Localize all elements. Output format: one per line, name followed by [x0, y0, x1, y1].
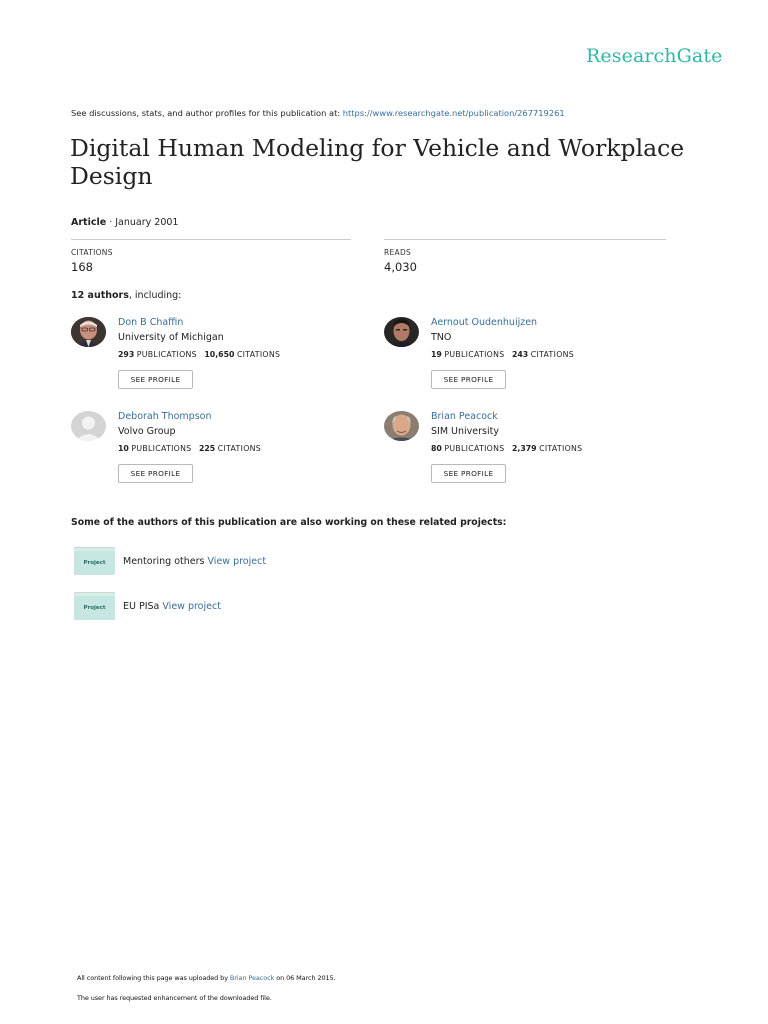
author-avatar[interactable] — [71, 317, 106, 347]
publications-label: PUBLICATIONS — [136, 350, 197, 359]
citations-value: 168 — [71, 260, 93, 274]
author-name-link[interactable]: Aernout Oudenhuijzen — [431, 317, 538, 328]
citations-count: 2,379 — [511, 444, 537, 453]
author-stats — [431, 444, 582, 453]
article-date: · January 2001 — [109, 217, 179, 228]
project-text — [123, 556, 266, 567]
project-name: Mentoring others — [123, 556, 205, 567]
reads-value: 4,030 — [384, 260, 417, 274]
citations-count: 243 — [511, 350, 529, 359]
author-institution: Volvo Group — [118, 426, 176, 437]
article-meta — [71, 217, 178, 228]
author-institution: TNO — [431, 332, 452, 343]
project-name: EU PISa — [123, 601, 160, 612]
project-folder-label: Project — [83, 560, 106, 566]
related-projects-heading: Some of the authors of this publication are also working on these related projects: — [71, 517, 507, 528]
publications-label: PUBLICATIONS — [131, 444, 192, 453]
view-project-link[interactable]: View project — [162, 601, 221, 612]
citations-label: CITATIONS — [236, 350, 281, 359]
project-item — [74, 547, 474, 577]
author-card — [71, 411, 371, 501]
upload-prefix: All content following this page was uploaded by — [77, 974, 228, 982]
citations-label: CITATIONS — [217, 444, 262, 453]
divider-right — [384, 239, 666, 240]
project-item — [74, 592, 474, 622]
see-discussions-text: See discussions, stats, and author profiles for this publication at: — [71, 108, 341, 118]
author-stats — [118, 444, 261, 453]
see-profile-button[interactable]: SEE PROFILE — [431, 370, 506, 389]
upload-suffix: on 06 March 2015. — [276, 974, 336, 982]
see-profile-button[interactable]: SEE PROFILE — [118, 464, 193, 483]
author-institution: SIM University — [431, 426, 499, 437]
project-folder-label: Project — [83, 605, 106, 611]
authors-suffix: , including: — [128, 290, 182, 301]
project-text — [123, 601, 221, 612]
author-avatar[interactable] — [71, 411, 106, 441]
citations-label: CITATIONS — [71, 248, 113, 257]
author-avatar[interactable] — [384, 317, 419, 347]
researchgate-logo[interactable]: ResearchGate — [586, 45, 723, 67]
avatar-placeholder-icon — [71, 411, 106, 441]
avatar-photo-icon — [71, 317, 106, 347]
publications-count: 10 — [118, 444, 129, 453]
see-discussions-line — [71, 108, 565, 118]
author-avatar[interactable] — [384, 411, 419, 441]
author-stats — [118, 350, 280, 359]
publication-title: Digital Human Modeling for Vehicle and Workplace Design — [70, 134, 685, 190]
project-folder-icon[interactable] — [74, 547, 115, 575]
author-institution: University of Michigan — [118, 332, 224, 343]
divider-left — [71, 239, 351, 240]
publications-count: 80 — [431, 444, 442, 453]
author-card — [71, 317, 371, 407]
avatar-photo-icon — [384, 317, 419, 347]
citations-count: 225 — [198, 444, 216, 453]
publication-url-link[interactable]: https://www.researchgate.net/publication/267719261 — [342, 108, 565, 118]
uploader-link[interactable]: Brian Peacock — [229, 974, 275, 982]
see-profile-button[interactable]: SEE PROFILE — [118, 370, 193, 389]
authors-count: 12 authors — [71, 290, 129, 301]
citations-label: CITATIONS — [539, 444, 583, 453]
publications-count: 293 — [118, 350, 135, 359]
publications-count: 19 — [431, 350, 442, 359]
author-name-link[interactable]: Deborah Thompson — [118, 411, 212, 422]
upload-notice — [77, 974, 336, 982]
article-type: Article — [71, 217, 107, 228]
publications-label: PUBLICATIONS — [444, 350, 505, 359]
reads-label: READS — [384, 248, 412, 257]
authors-summary — [71, 290, 181, 301]
avatar-photo-icon — [384, 411, 419, 441]
citations-count: 10,650 — [204, 350, 235, 359]
citations-label: CITATIONS — [530, 350, 575, 359]
publications-label: PUBLICATIONS — [444, 444, 505, 453]
enhancement-notice: The user has requested enhancement of the downloaded file. — [77, 994, 272, 1002]
view-project-link[interactable]: View project — [207, 556, 267, 567]
author-card — [384, 411, 684, 501]
see-profile-button[interactable]: SEE PROFILE — [431, 464, 506, 483]
author-card — [384, 317, 684, 407]
author-name-link[interactable]: Don B Chaffin — [118, 317, 184, 328]
author-name-link[interactable]: Brian Peacock — [431, 411, 498, 422]
author-stats — [431, 350, 574, 359]
project-folder-icon[interactable] — [74, 592, 115, 620]
